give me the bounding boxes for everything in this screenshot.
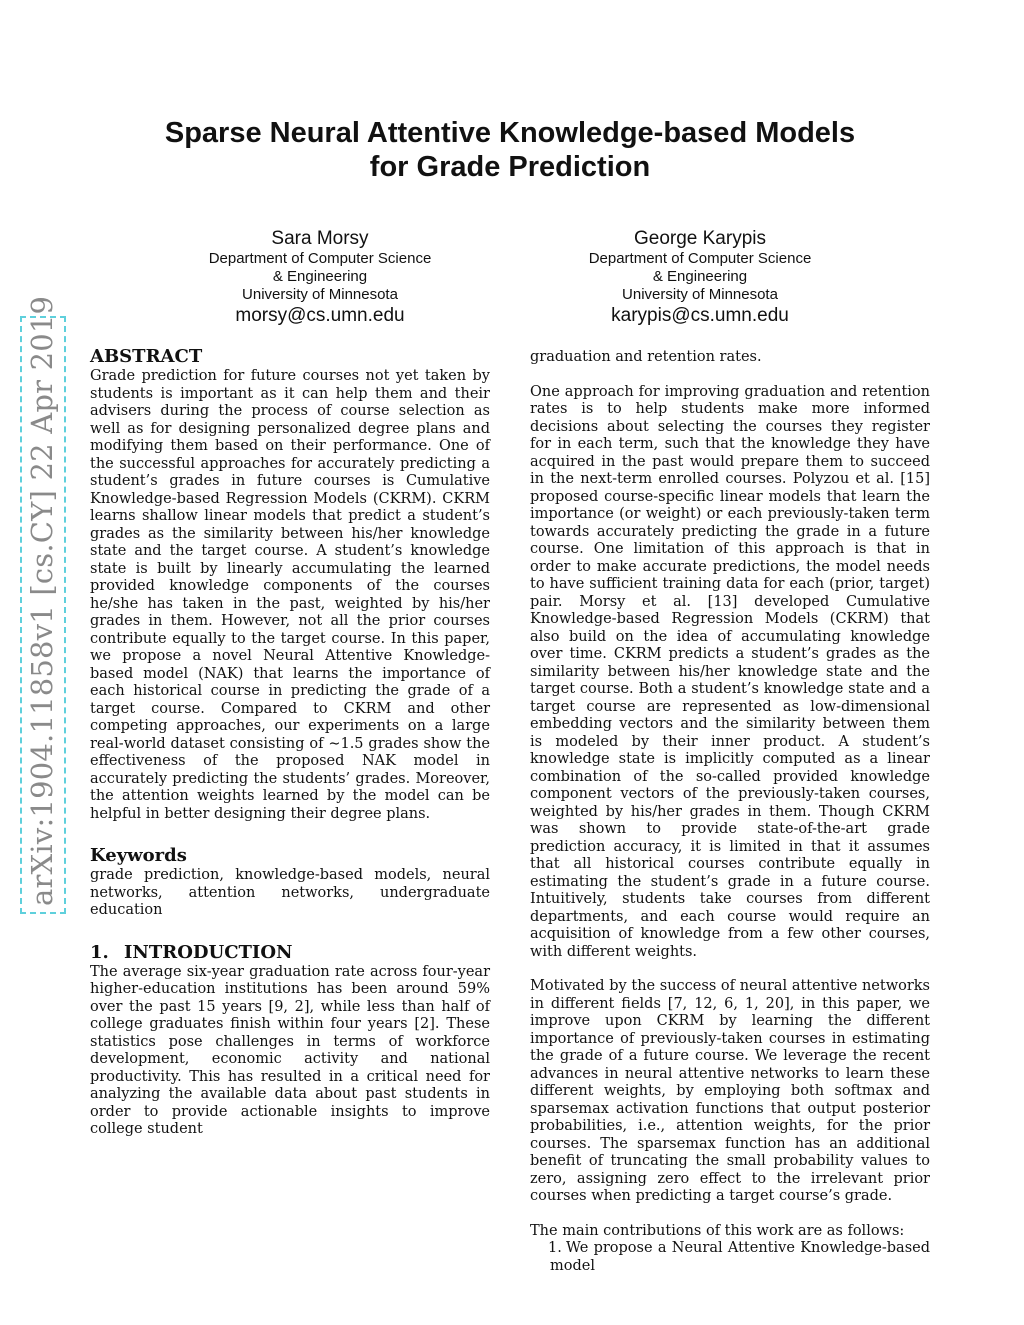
author-department-2: & Engineering: [652, 268, 748, 285]
title-line-2: for Grade Prediction: [369, 151, 651, 183]
section-number: 1.: [90, 941, 109, 963]
arxiv-identifier: arXiv:1904.11858v1 [cs.CY] 22 Apr 2019: [25, 295, 59, 906]
author-name: George Karypis: [633, 228, 766, 249]
author-block-1: [180, 228, 460, 327]
contribution-list-item: [530, 1240, 930, 1275]
author-university: University of Minnesota: [242, 286, 398, 303]
author-email[interactable]: karypis@cs.umn.edu: [611, 305, 789, 326]
section-title: INTRODUCTION: [124, 941, 293, 963]
list-item-text: We propose a Neural Attentive Knowledge-based model: [550, 1240, 930, 1274]
left-column: [90, 346, 490, 1139]
keywords-heading: Keywords: [90, 845, 187, 866]
author-department-2: & Engineering: [272, 268, 368, 285]
introduction-paragraph-2: One approach for improving graduation and retention rates is to help students make more informed decisions about selecting the courses they register for in each term, such that the knowledge they have acquired in the past would prepare them to succeed in the next-term enrolled courses. Polyzou et al. [15] proposed course-specific linear models that learn the importance (or weight) or each previously-taken term towards accurately predicting the grade in a future course. One limitation of this approach is that in order to make accurate predictions, the model needs to have sufficient training data for each (prior, target) pair. Morsy et al. [13] developed Cumulative Knowledge-based Regression Models (CKRM) that also build on the idea of accumulating knowledge over time. CKRM predicts a student’s grades as the similarity between his/her knowledge state and the target course. Both a student’s knowledge state and a target course are represented as low-dimensional embedding vectors and the similarity between them is modeled by their inner product. A student’s knowledge state is implicitly computed as a linear combination of the so-called provided knowledge component vectors of the previously-taken courses, weighted by his/her grades in them. Though CKRM was shown to provide state-of-the-art grade prediction accuracy, it is limited in that it assumes that all historical courses contribute equally in estimating the student’s grade in a future course. Intuitively, students take courses from different departments, and each course would require an acquisition of knowledge from a few other courses, with different weights.: [530, 383, 930, 960]
introduction-paragraph-3: Motivated by the success of neural attentive networks in different fields [7, 12, 6, 1, 20], in this paper, we improve upon CKRM by learning the different importance of previously-taken courses in estimating the grade of a future course. We leverage the recent advances in neural attentive networks to learn these different weights, by employing both softmax and sparsemax activation functions that output posterior probabilities, i.e., attention weights, for the prior courses. The sparsemax function has an additional benefit of truncating the small probability values to zero, assigning zero effect to the irrelevant prior courses when predicting a target course’s grade.: [530, 978, 930, 1204]
abstract-text: Grade prediction for future courses not yet taken by students is important as it can help them and their advisers during the process of course selection as well as for designing personalized degree plans and modifying them based on their performance. One of the successful approaches for accurately predicting a student’s grades in future courses is Cumulative Knowledge-based Regression Models (CKRM). CKRM learns shallow linear models that predict a student’s grades as the similarity between his/her knowledge state and the target course. A student’s knowledge state is built by linearly accumulating the learned provided knowledge components of the courses he/she has taken in the past, weighted by his/her grades in them. However, not all the prior courses contribute equally to the target course. In this paper, we propose a novel Neural Attentive Knowledge-based model (NAK) that learns the importance of each historical course in predicting the grade of a target course. Compared to CKRM and other competing approaches, our experiments on a large real-world dataset consisting of ∼1.5 grades show the effectiveness of the proposed NAK model in accurately predicting the students’ grades. Moreover, the attention weights learned by the model can be helpful in better designing their degree plans.: [90, 368, 490, 822]
right-column: [530, 349, 930, 1275]
author-department: Department of Computer Science: [208, 250, 432, 267]
title-line-1: Sparse Neural Attentive Knowledge-based Models: [164, 117, 856, 149]
abstract-heading: ABSTRACT: [90, 346, 203, 367]
introduction-paragraph-4: The main contributions of this work are as follows:: [530, 1222, 905, 1239]
author-block-2: [560, 228, 840, 327]
introduction-paragraph-1-continued: graduation and retention rates.: [530, 349, 762, 365]
author-name: Sara Morsy: [271, 228, 369, 249]
author-university: University of Minnesota: [622, 286, 778, 303]
paper-title: [120, 116, 900, 184]
author-email[interactable]: morsy@cs.umn.edu: [235, 305, 405, 326]
introduction-paragraph-1: The average six-year graduation rate across four-year higher-education institutions has been around 59% over the past 15 years [9, 2], while less than half of college graduates finish within four years [2]. These statistics pose challenges in terms of workforce development, economic activity and national productivity. This has resulted in a critical need for analyzing the available data about past students in order to provide actionable insights to improve college student: [90, 963, 490, 1137]
keywords-text: grade prediction, knowledge-based models, neural networks, attention networks, undergraduate education: [90, 867, 490, 918]
introduction-heading: [90, 942, 490, 964]
list-marker: 1.: [548, 1240, 562, 1256]
author-department: Department of Computer Science: [588, 250, 812, 267]
